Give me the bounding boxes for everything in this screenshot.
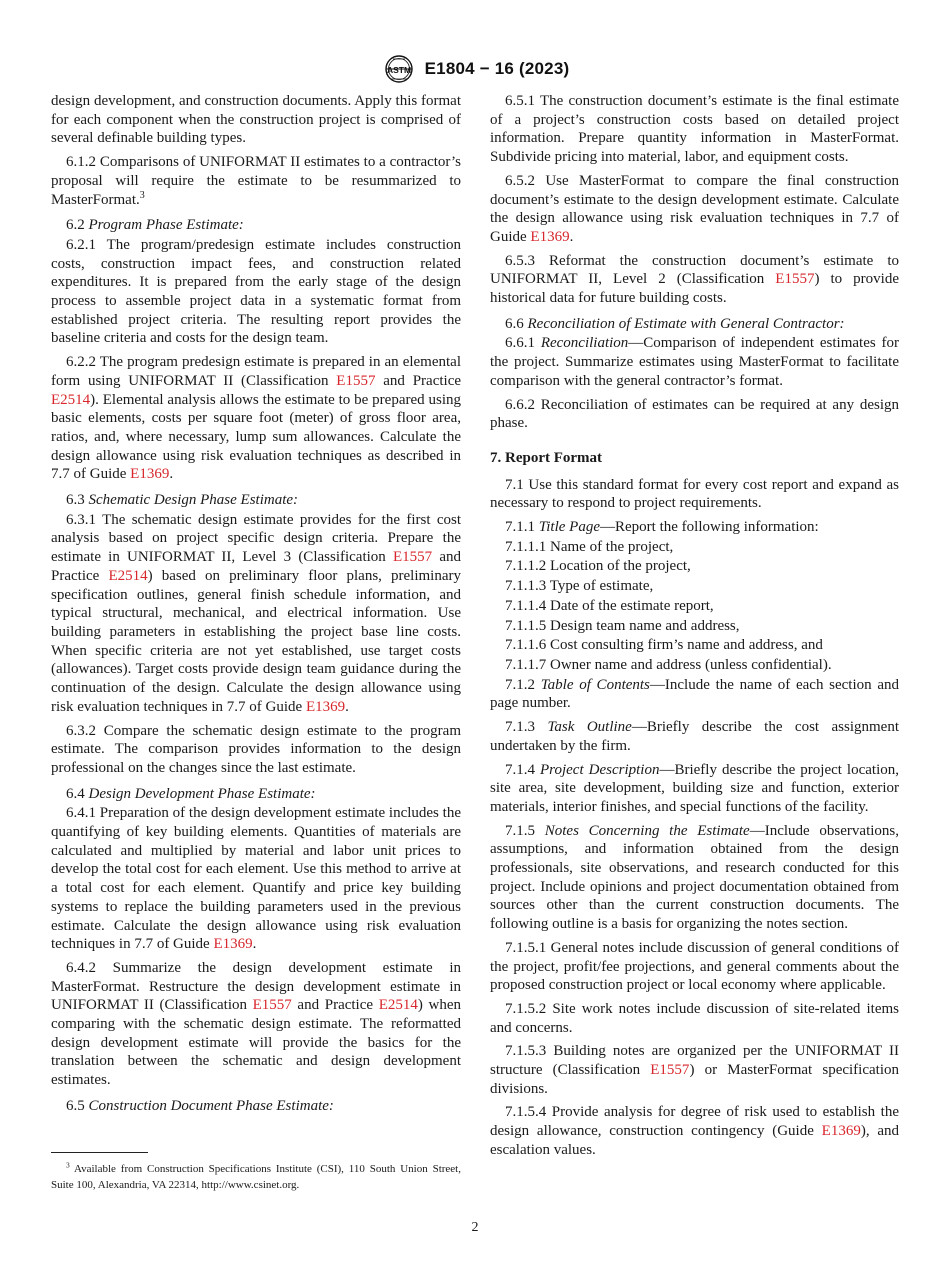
paragraph-7-1-3: 7.1.3 Task Outline—Briefly describe the cost assignment undertaken by the firm. (490, 719, 899, 754)
paragraph-6-6-1: 6.6.1 Reconciliation—Comparison of independent estimates for the project. Summarize estimates using MasterFormat to facilitate comparison with the general contractor’s format. (490, 335, 899, 389)
ref-link-e1557[interactable]: E1557 (775, 271, 815, 288)
paragraph-6-2-1: 6.2.1 The program/predesign estimate includes construction costs, construction impact fees, and construction related expenditures. It is prepared from the early stage of the design process to assemble project data in a systematic format from established project criteria. The resulting report provides the baseline criteria and costs for the design team. (51, 236, 461, 347)
page-number: 2 (471, 1220, 479, 1235)
paragraph-7-1-5-2: 7.1.5.2 Site work notes include discussion of site-related items and concerns. (490, 1000, 899, 1036)
paragraph-6-3-2: 6.3.2 Compare the schematic design estimate to the program estimate. The comparison provides information to the design professional on the changes since the last estimate. (51, 722, 461, 776)
svg-text:ASTM: ASTM (386, 65, 411, 75)
list-item: 7.1.1.3 Type of estimate, (505, 578, 654, 595)
ref-link-e1557[interactable]: E1557 (336, 372, 376, 389)
paragraph-6-1-2: 6.1.2 Comparisons of UNIFORMAT II estimates to a contractor’s proposal will require the estimate to be resummarized to MasterFormat.$^3$ (51, 154, 461, 208)
paragraph-7-1: 7.1 Use this standard format for every cost report and expand as necessary to respond to project requirements. (490, 476, 899, 512)
list-item: 7.1.1.6 Cost consulting firm’s name and address, and (505, 637, 823, 654)
paragraph-7-1-4: 7.1.4 Project Description—Briefly describe the project location, site area, site development, building size and function, exterior materials, interior finishes, and special functions of the facility. (490, 761, 900, 815)
paragraph: design development, and construction documents. Apply this format for each component when the construction project is comprised of several definable building types. (51, 93, 461, 147)
paragraph-7-1-5: 7.1.5 Notes Concerning the Estimate—Include observations, assumptions, and information obtained from the design professionals, site observations, and research conducted for this project. Include opinions and project documentation obtained from sources other than the current construction documents. The following outline is a basis for organizing the notes section. (490, 822, 900, 933)
list-item: 7.1.1.1 Name of the project, (505, 538, 674, 555)
heading-6-3: 6.3 Schematic Design Phase Estimate: (66, 492, 299, 509)
list-item: 7.1.1.4 Date of the estimate report, (505, 597, 714, 614)
paragraph-7-1-5-4: 7.1.5.4 Provide analysis for degree of risk used to establish the design allowance, construction contingency (Guide E1369), and escalation values. (490, 1104, 899, 1158)
paragraph-6-2-2: 6.2.2 The program predesign estimate is prepared in an elemental form using UNIFORMAT II (Classification E1557 and Practice E2514). Elemental analysis allows the estimate to be prepared using basic elements, costs per square foot (meter) of gross floor area, ratios, and, where necessary, lump sum allowances. Calculate the design allowance using risk evaluation techniques as described in 7.7 of Guide E1369. (51, 354, 462, 483)
ref-link-e1557[interactable]: E1557 (252, 997, 292, 1014)
heading-6-5: 6.5 Construction Document Phase Estimate: (66, 1097, 334, 1114)
footnote: $^3$ Available from Construction Specifications Institute (CSI), 110 South Union Street, Suite 100, Alexandria, VA 22314, http://www.csinet.org. (51, 1160, 461, 1191)
heading-6-6: 6.6 Reconciliation of Estimate with General Contractor: (505, 315, 845, 332)
ref-link-e1557[interactable]: E1557 (392, 549, 433, 566)
astm-logo-icon (381, 54, 417, 84)
standard-designation: E1804 − 16 (2023) (424, 59, 570, 78)
heading-6-2: 6.2 Program Phase Estimate: (66, 217, 244, 234)
paragraph-6-5-3: 6.5.3 Reformat the construction document’s estimate to UNIFORMAT II, Level 2 (Classification E1557) to provide historical data for future building costs. (490, 252, 900, 307)
paragraph-6-4-1: 6.4.1 Preparation of the design development estimate includes the quantifying of key building elements. Quantities of materials are calculated and multiplied by material and labor unit prices to develop the total cost for each element. Use this method to arrive at a total cost for each element. Quantify and price key building systems to replace the building parameters used in the previous estimate. Calculate the design allowance using risk evaluation techniques in 7.7 of Guide E1369. (51, 805, 461, 953)
ref-link-e1369[interactable]: E1369 (130, 466, 170, 483)
ref-link-e1369[interactable]: E1369 (530, 228, 570, 245)
paragraph-7-1-5-3: 7.1.5.3 Building notes are organized per the UNIFORMAT II structure (Classification E1557) or MasterFormat specification divisions. (490, 1043, 899, 1097)
ref-link-e2514[interactable]: E2514 (51, 391, 91, 408)
paragraph-6-5-1: 6.5.1 The construction document’s estimate is the final estimate of a project’s construction costs based on detailed project information. Prepare quantity information in MasterFormat. Subdivide pricing into material, labor, and equipment costs. (490, 93, 899, 166)
right-column (490, 92, 899, 1165)
section-heading-7: 7. Report Format (490, 449, 603, 466)
left-column (51, 92, 461, 1121)
paragraph-7-1-5-1: 7.1.5.1 General notes include discussion of general conditions of the project, profit/fee projections, and general comments about the proposed construction project or local economy where applicable. (490, 939, 899, 994)
ref-link-e1369[interactable]: E1369 (821, 1123, 861, 1140)
ref-link-e1369[interactable]: E1369 (213, 936, 253, 953)
paragraph-7-1-2: 7.1.2 Table of Contents—Include the name of each section and page number. (490, 676, 900, 712)
heading-6-4: 6.4 Design Development Phase Estimate: (66, 785, 316, 802)
ref-link-e1557[interactable]: E1557 (650, 1062, 690, 1079)
list-item: 7.1.1.2 Location of the project, (505, 558, 691, 575)
ref-link-e1369[interactable]: E1369 (305, 698, 346, 715)
paragraph-7-1-1: 7.1.1 Title Page—Report the following information: (505, 519, 819, 536)
list-item: 7.1.1.5 Design team name and address, (505, 617, 740, 634)
ref-link-e2514[interactable]: E2514 (378, 997, 418, 1014)
ref-link-e2514[interactable]: E2514 (108, 567, 148, 584)
page-header (0, 54, 950, 84)
list-item: 7.1.1.7 Owner name and address (unless confidential). (505, 656, 832, 673)
footnote-divider (51, 1152, 148, 1153)
paragraph-6-6-2: 6.6.2 Reconciliation of estimates can be required at any design phase. (490, 396, 899, 432)
paragraph-6-3-1: 6.3.1 The schematic design estimate provides for the first cost analysis based on project specific design criteria. Prepare the estimate in UNIFORMAT II, Level 3 (Classification E1557 and Practice E2514) based on preliminary floor plans, preliminary specification outlines, general finish schedule information, and typical structural, mechanical, and electrical information. Use building parameters in establishing the project base line costs. When specific criteria are not yet established, use target costs (allowances). Target costs provide design team guidance during the continuation of the design. Calculate the design allowance using risk evaluation techniques in 7.7 of Guide E1369. (51, 511, 462, 715)
paragraph-6-5-2: 6.5.2 Use MasterFormat to compare the final construction document’s estimate to the design development estimate. Calculate the design allowance using risk evaluation techniques in 7.7 of Guide E1369. (490, 172, 899, 245)
footnote-ref[interactable]: 3 (139, 189, 145, 201)
paragraph-6-4-2: 6.4.2 Summarize the design development estimate in MasterFormat. Restructure the design development estimate in UNIFORMAT II (Classification E1557 and Practice E2514) when comparing with the schematic design estimate. The reformatted design development estimate will provide the basics for the translation between the schematic and design development estimates. (51, 959, 461, 1089)
